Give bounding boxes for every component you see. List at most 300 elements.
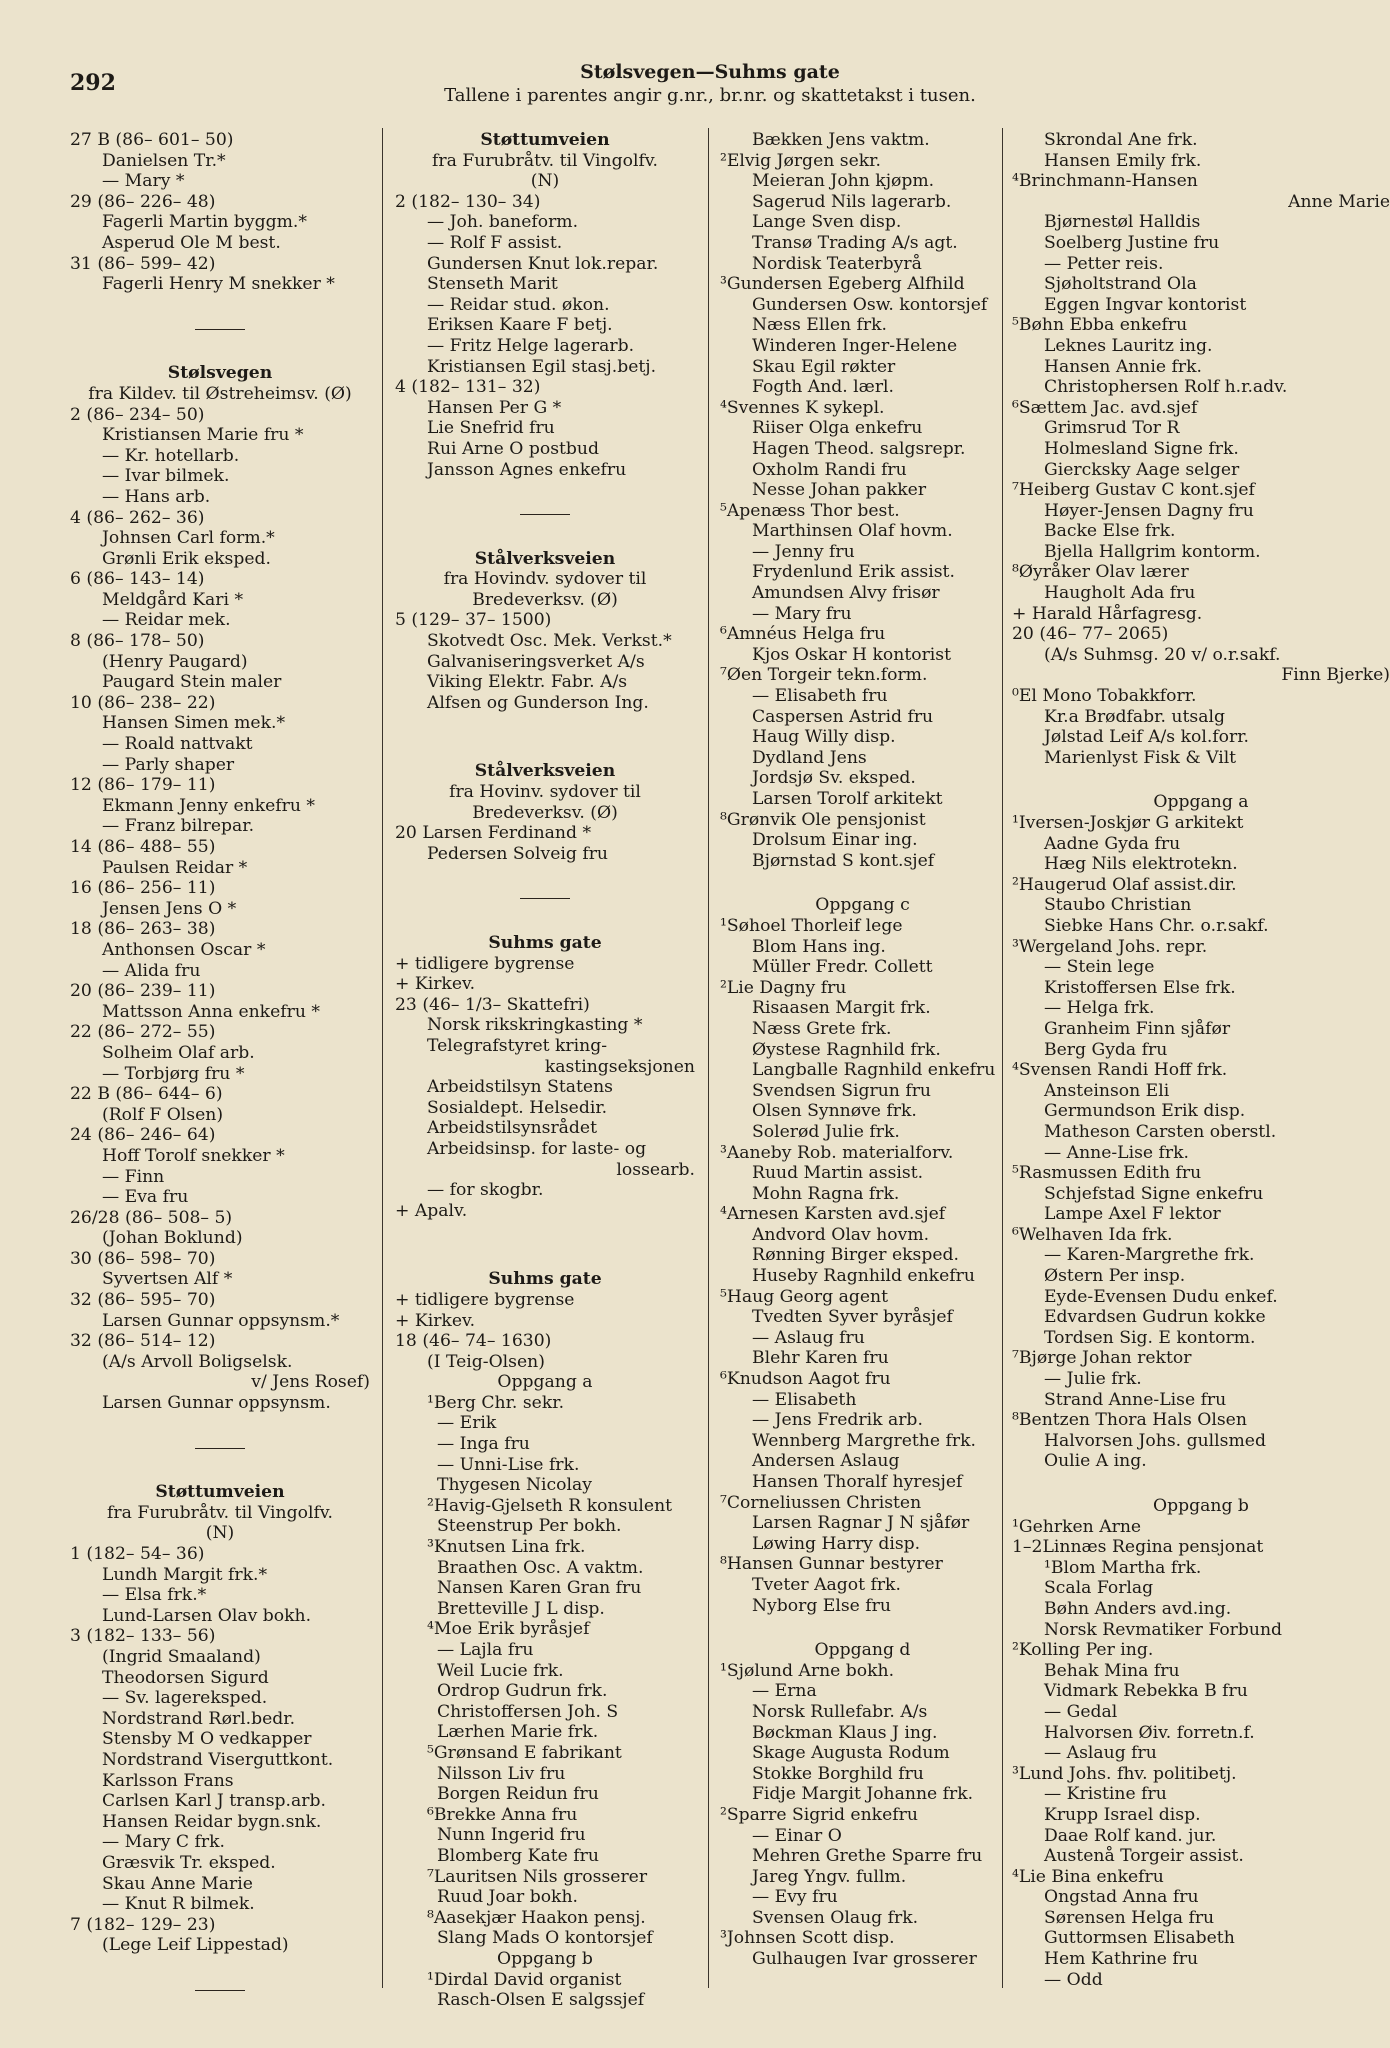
directory-entry: Wennberg Margrethe frk. — [752, 1430, 976, 1451]
address-entry: ⁷Heiberg Gustav C kont.sjef — [1012, 480, 1255, 501]
directory-entry: Skrondal Ane frk. — [1044, 130, 1198, 150]
directory-entry: kastingseksjonen — [544, 1056, 695, 1077]
directory-entry: Andvord Olav hovm. — [752, 1224, 930, 1245]
directory-entry: — Kristine fru — [1044, 1784, 1167, 1805]
directory-entry: Sagerud Nils lagerarb. — [752, 191, 952, 212]
address-entry: ³Aaneby Rob. materialforv. — [720, 1142, 954, 1163]
column-3 — [720, 130, 1005, 1970]
directory-entry: Eggen Ingvar kontorist — [1044, 294, 1247, 315]
street-subheading: (N) — [530, 171, 560, 192]
directory-entry: Bækken Jens vaktm. — [752, 130, 930, 150]
directory-entry: Jansson Agnes enkefru — [427, 459, 627, 480]
address-entry: 24 (86– 246– 64) — [70, 1125, 216, 1146]
directory-entry: Arbeidstilsynsrådet — [427, 1118, 597, 1139]
address-entry: ⁴Svensen Randi Hoff frk. — [1012, 1060, 1228, 1081]
directory-entry: Lærhen Marie frk. — [437, 1722, 599, 1743]
directory-entry: Kr.a Brødfabr. utsalg — [1044, 706, 1225, 727]
page-number: 292 — [70, 70, 116, 96]
address-entry: ¹Søhoel Thorleif lege — [720, 915, 903, 936]
directory-entry: (Rolf F Olsen) — [102, 1104, 224, 1125]
directory-entry: Jordsjø Sv. eksped. — [752, 768, 916, 789]
directory-entry: Fagerli Martin byggm.* — [102, 212, 307, 233]
column-rule — [382, 128, 383, 1988]
directory-entry: Stensby M O vedkapper — [102, 1729, 312, 1750]
directory-entry: — Unni-Lise frk. — [437, 1454, 580, 1475]
directory-entry: Hansen Per G * — [427, 397, 562, 418]
directory-entry: Fagerli Henry M snekker * — [102, 274, 335, 295]
address-entry: ²Sparre Sigrid enkefru — [720, 1804, 918, 1825]
directory-entry: ⁶Brekke Anna fru — [427, 1804, 578, 1825]
directory-entry: Riiser Olga enkefru — [752, 418, 923, 439]
directory-entry: — Elisabeth fru — [752, 686, 888, 707]
directory-entry: — Joh. baneform. — [427, 212, 579, 233]
directory-entry: Drolsum Einar ing. — [752, 830, 918, 851]
directory-entry: — Evy fru — [752, 1887, 838, 1908]
directory-entry: Øystese Ragnhild frk. — [752, 1039, 941, 1060]
street-heading: Støttumveien — [155, 1482, 285, 1503]
column-2 — [395, 130, 695, 2011]
address-entry: ⁷Øen Torgeir tekn.form. — [720, 665, 928, 686]
directory-entry: Leknes Lauritz ing. — [1044, 335, 1213, 356]
directory-entry: Bøckman Klaus J ing. — [752, 1722, 938, 1743]
street-subheading: Oppgang c — [815, 895, 910, 916]
directory-entry: Ordrop Gudrun frk. — [437, 1681, 608, 1702]
section-divider — [70, 319, 370, 340]
directory-entry: Vidmark Rebekka B fru — [1044, 1681, 1248, 1702]
directory-entry: Mehren Grethe Sparre fru — [752, 1846, 983, 1867]
directory-entry: Austenå Torgeir assist. — [1044, 1846, 1244, 1867]
directory-entry: Olsen Synnøve frk. — [752, 1101, 917, 1122]
directory-entry: Winderen Inger-Helene — [752, 335, 958, 356]
address-entry: ¹Iversen-Joskjør G arkitekt — [1012, 813, 1244, 833]
spacer — [395, 864, 695, 888]
directory-entry: Norsk rikskringkasting * — [427, 1015, 643, 1036]
directory-entry: Tordsen Sig. E kontorm. — [1044, 1327, 1256, 1348]
directory-entry: (A/s Arvoll Boligselsk. — [102, 1351, 293, 1372]
street-subheading: Oppgang a — [497, 1372, 593, 1393]
directory-entry: Græsvik Tr. eksped. — [102, 1852, 276, 1873]
directory-entry: Mohn Ragna frk. — [752, 1183, 900, 1204]
directory-entry: Matheson Carsten oberstl. — [1044, 1121, 1277, 1142]
street-subheading: fra Furubråtv. til Vingolfv. — [432, 150, 658, 171]
directory-entry: Hansen Thoralf hyresjef — [752, 1472, 963, 1492]
section-divider — [395, 504, 695, 525]
spacer — [70, 339, 370, 363]
directory-entry: Nyborg Else fru — [752, 1595, 891, 1616]
directory-entry: Thygesen Nicolay — [437, 1475, 592, 1496]
directory-entry: Norsk Revmatiker Forbund — [1044, 1619, 1283, 1640]
directory-entry: Ansteinson Eli — [1044, 1080, 1170, 1101]
address-entry: 2 (182– 130– 34) — [395, 191, 541, 212]
directory-entry: Slang Mads O kontorsjef — [437, 1928, 653, 1949]
address-entry: ⁶Knudson Aagot fru — [720, 1369, 891, 1390]
directory-entry: Jensen Jens O * — [102, 898, 237, 919]
address-entry: 1–2Linnæs Regina pensjonat — [1012, 1537, 1264, 1558]
directory-entry: Sosialdept. Helsedir. — [427, 1097, 608, 1118]
directory-entry: — Hans arb. — [102, 486, 211, 507]
directory-entry: — Lajla fru — [437, 1640, 534, 1660]
directory-entry: — Anne-Lise frk. — [1044, 1142, 1190, 1163]
address-entry: + tidligere bygrense — [395, 1289, 575, 1310]
directory-entry: Jareg Yngv. fullm. — [752, 1866, 907, 1887]
directory-entry: Berg Gyda fru — [1044, 1039, 1168, 1060]
directory-entry: Anthonsen Oscar * — [102, 939, 266, 960]
directory-entry: Müller Fredr. Collett — [752, 957, 933, 978]
directory-entry: — Erna — [752, 1681, 817, 1702]
directory-entry: Bjørnstad S kont.sjef — [752, 850, 935, 871]
directory-entry: ⁵Grønsand E fabrikant — [427, 1742, 622, 1763]
directory-entry: Larsen Gunnar oppsynsm.* — [102, 1310, 340, 1331]
directory-entry: Meldgård Kari * — [102, 589, 244, 610]
street-subheading: Oppgang b — [497, 1948, 593, 1969]
address-entry: ⁴Svennes K sykepl. — [720, 397, 885, 418]
directory-entry: Fogth And. lærl. — [752, 377, 895, 398]
directory-entry: Svensen Olaug frk. — [752, 1907, 919, 1928]
directory-entry: Siebke Hans Chr. o.r.sakf. — [1044, 915, 1269, 936]
directory-entry: Daae Rolf kand. jur. — [1044, 1825, 1217, 1846]
directory-entry: Behak Mina fru — [1044, 1660, 1180, 1681]
directory-entry: Marienlyst Fisk & Vilt — [1044, 747, 1237, 768]
street-subheading: Oppgang d — [814, 1640, 911, 1661]
address-entry: 14 (86– 488– 55) — [70, 837, 216, 857]
address-entry: 1 (182– 54– 36) — [70, 1544, 205, 1564]
directory-entry: (Henry Paugard) — [102, 651, 248, 672]
directory-entry: — Franz bilrepar. — [102, 816, 255, 837]
directory-entry: Hagen Theod. salgsrepr. — [752, 438, 966, 459]
directory-entry: Hoff Torolf snekker * — [102, 1145, 285, 1166]
directory-entry: ²Havig-Gjelseth R konsulent — [427, 1495, 673, 1516]
directory-entry: Steenstrup Per bokh. — [437, 1516, 622, 1537]
street-subheading: (N) — [205, 1523, 235, 1544]
address-entry: 31 (86– 599– 42) — [70, 253, 216, 274]
spacer — [70, 1458, 370, 1482]
spacer — [395, 480, 695, 504]
spacer — [70, 295, 370, 319]
directory-entry: — Elsa frk.* — [102, 1585, 207, 1606]
directory-entry: — Julie frk. — [1044, 1369, 1142, 1390]
address-entry: + Harald Hårfagresg. — [1012, 603, 1203, 624]
directory-entry: — Odd — [1044, 1969, 1103, 1990]
street-subheading: fra Hovindv. sydover til — [443, 569, 647, 590]
column-4 — [1012, 130, 1390, 1990]
street-subheading: fra Hovinv. sydover til — [449, 782, 641, 803]
directory-entry: Sjøholtstrand Ola — [1044, 274, 1197, 295]
directory-entry: Bretteville J L disp. — [437, 1598, 605, 1619]
directory-entry: — for skogbr. — [427, 1180, 544, 1201]
directory-entry: Stenseth Marit — [427, 274, 558, 295]
directory-entry: Ruud Martin assist. — [752, 1163, 924, 1184]
directory-entry: — Alida fru — [102, 960, 201, 981]
address-entry: 23 (46– 1/3– Skattefri) — [395, 994, 590, 1015]
directory-entry: Nordstrand Rørl.bedr. — [102, 1708, 296, 1729]
address-entry: ²Elvig Jørgen sekr. — [720, 150, 881, 171]
directory-entry: Eriksen Kaare F betj. — [427, 315, 613, 336]
directory-entry: Nansen Karen Gran fru — [437, 1578, 642, 1599]
directory-entry: Viking Elektr. Fabr. A/s — [427, 672, 628, 693]
directory-entry: Huseby Ragnhild enkefru — [752, 1266, 975, 1287]
directory-entry: Hansen Simen mek.* — [102, 713, 286, 734]
directory-entry: Solheim Olaf arb. — [102, 1042, 255, 1063]
spacer — [720, 1616, 1005, 1640]
directory-entry: Staubo Christian — [1044, 895, 1192, 916]
address-entry: 16 (86– 256– 11) — [70, 878, 216, 899]
directory-entry: Transø Trading A/s agt. — [752, 232, 958, 253]
address-entry: 22 (86– 272– 55) — [70, 1022, 216, 1043]
spacer — [70, 1956, 370, 1980]
directory-entry: — Reidar stud. økon. — [427, 294, 610, 315]
directory-entry: Langballe Ragnhild enkefru — [752, 1060, 996, 1081]
directory-entry: — Knut R bilmek. — [102, 1894, 255, 1915]
directory-entry: Hansen Reidar bygn.snk. — [102, 1811, 322, 1832]
directory-entry: (I Teig-Olsen) — [427, 1351, 545, 1372]
directory-entry: Gulhaugen Ivar grosserer — [752, 1949, 977, 1970]
street-subheading: fra Furubråtv. til Vingolfv. — [107, 1502, 333, 1523]
address-entry: 12 (86– 179– 11) — [70, 775, 216, 796]
directory-entry: — Stein lege — [1044, 957, 1155, 978]
directory-entry: — Mary * — [102, 171, 185, 192]
address-entry: 30 (86– 598– 70) — [70, 1248, 216, 1269]
directory-entry: Giercksky Aage selger — [1044, 459, 1240, 480]
spacer — [395, 737, 695, 761]
directory-entry: Telegrafstyret kring- — [427, 1035, 607, 1056]
directory-entry: Gundersen Knut lok.repar. — [427, 253, 659, 274]
directory-entry: — Ivar bilmek. — [102, 466, 230, 487]
directory-entry: Ongstad Anna fru — [1044, 1887, 1199, 1908]
directory-entry: Holmesland Signe frk. — [1044, 438, 1239, 459]
address-entry: 29 (86– 226– 48) — [70, 191, 216, 212]
directory-entry: Soelberg Justine fru — [1044, 232, 1220, 253]
street-heading: Stålverksveien — [474, 548, 616, 569]
directory-entry: Backe Else frk. — [1044, 521, 1176, 542]
address-entry: ⁶Sættem Jac. avd.sjef — [1012, 397, 1198, 418]
directory-entry: Kristiansen Egil stasj.betj. — [427, 356, 657, 377]
directory-entry: Jølstad Leif A/s kol.forr. — [1044, 727, 1250, 748]
address-entry: ³Lund Johs. fhv. politibetj. — [1012, 1763, 1237, 1784]
address-entry: + Kirkev. — [395, 1310, 476, 1331]
directory-entry: Norsk Rullefabr. A/s — [752, 1701, 928, 1722]
address-entry: 20 (46– 77– 2065) — [1012, 624, 1169, 645]
directory-entry: Finn Bjerke) — [1281, 665, 1390, 686]
directory-entry: Næss Ellen frk. — [752, 315, 887, 336]
directory-entry: Rui Arne O postbud — [427, 438, 600, 459]
address-entry: ⁸Øyråker Olav lærer — [1012, 562, 1189, 583]
spacer — [70, 1414, 370, 1438]
spacer — [395, 713, 695, 737]
directory-entry: Tveter Aagot frk. — [752, 1574, 901, 1595]
directory-entry: Meieran John kjøpm. — [752, 171, 935, 192]
directory-entry: Galvaniseringsverket A/s — [427, 651, 645, 672]
directory-entry: — Aslaug fru — [1044, 1743, 1157, 1764]
directory-entry: Sørensen Helga fru — [1044, 1907, 1215, 1928]
directory-entry: Hem Kathrine fru — [1044, 1949, 1199, 1970]
directory-entry: — Kr. hotellarb. — [102, 445, 240, 466]
directory-entry: Lund-Larsen Olav bokh. — [102, 1605, 312, 1626]
street-heading: Stølsvegen — [167, 363, 273, 384]
address-entry: ⁴Arnesen Karsten avd.sjef — [720, 1204, 946, 1225]
directory-entry: — Finn — [102, 1166, 165, 1187]
directory-entry: Løwing Harry disp. — [752, 1533, 921, 1554]
directory-entry: Hæg Nils elektrotekn. — [1044, 854, 1238, 875]
address-entry: ²Haugerud Olaf assist.dir. — [1012, 874, 1237, 895]
street-subheading: Bredeverksv. (Ø) — [472, 589, 618, 610]
directory-entry: — Mary C frk. — [102, 1832, 225, 1853]
directory-entry: Nesse Johan pakker — [752, 480, 927, 501]
directory-entry: Haugholt Ada fru — [1044, 583, 1196, 604]
directory-entry: Kristoffersen Else frk. — [1044, 977, 1236, 998]
directory-entry: Lange Sven disp. — [752, 212, 902, 233]
directory-entry: Scala Forlag — [1044, 1578, 1154, 1599]
directory-entry: ³Knutsen Lina frk. — [427, 1537, 586, 1558]
spacer — [395, 525, 695, 549]
directory-entry: Bjørnestøl Halldis — [1044, 212, 1201, 233]
directory-entry: Lampe Axel F lektor — [1044, 1204, 1221, 1225]
directory-entry: Tvedten Syver byråsjef — [752, 1307, 953, 1328]
address-entry: 32 (86– 595– 70) — [70, 1290, 216, 1311]
directory-entry: Anne Marie — [1288, 191, 1390, 212]
directory-entry: — Jenny fru — [752, 541, 855, 562]
directory-entry: — Erik — [437, 1413, 497, 1434]
address-entry: 22 B (86– 644– 6) — [70, 1084, 223, 1105]
section-divider — [70, 1980, 370, 2001]
directory-entry: Christoffersen Joh. S — [437, 1701, 619, 1722]
street-subheading: Oppgang a — [1153, 792, 1249, 813]
address-entry: 32 (86– 514– 12) — [70, 1331, 216, 1352]
directory-entry: Theodorsen Sigurd — [102, 1667, 269, 1688]
address-entry: 4 (182– 131– 32) — [395, 377, 541, 398]
directory-entry: ¹Dirdal David organist — [427, 1969, 622, 1990]
address-entry: ⁸Grønvik Ole pensjonist — [720, 809, 926, 830]
directory-entry: Larsen Ragnar J N sjåfør — [752, 1513, 970, 1534]
directory-entry: Rasch-Olsen E salgssjef — [437, 1990, 645, 2011]
address-entry: ⁵Apenæss Thor best. — [720, 500, 900, 521]
directory-entry: — Rolf F assist. — [427, 232, 563, 253]
spacer — [395, 909, 695, 933]
directory-entry: Amundsen Alvy frisør — [752, 583, 940, 604]
directory-entry: Lie Snefrid fru — [427, 418, 555, 439]
directory-entry: Blehr Karen fru — [752, 1348, 889, 1369]
directory-entry: — Torbjørg fru * — [102, 1063, 245, 1084]
directory-entry: Bjella Hallgrim kontorm. — [1044, 541, 1261, 562]
directory-entry: Nunn Ingerid fru — [437, 1825, 586, 1846]
directory-entry: Bøhn Anders avd.ing. — [1044, 1598, 1232, 1619]
address-entry: ⁶Amnéus Helga fru — [720, 624, 886, 645]
directory-entry: Gundersen Osw. kontorsjef — [752, 294, 988, 315]
directory-entry: — Petter reis. — [1044, 253, 1164, 274]
spacer — [1012, 1472, 1390, 1496]
directory-entry: Grimsrud Tor R — [1044, 418, 1180, 439]
directory-entry: Næss Grete frk. — [752, 1018, 892, 1039]
address-entry: ³Wergeland Johs. repr. — [1012, 936, 1208, 957]
directory-entry: Germundson Erik disp. — [1044, 1101, 1246, 1122]
address-entry: ³Johnsen Scott disp. — [720, 1928, 895, 1949]
directory-entry: Høyer-Jensen Dagny fru — [1044, 500, 1254, 521]
directory-entry: (Ingrid Smaaland) — [102, 1646, 261, 1667]
street-heading: Støttumveien — [480, 130, 610, 150]
directory-entry: Nordstrand Viserguttkont. — [102, 1749, 334, 1770]
address-entry: ³Gundersen Egeberg Alfhild — [720, 274, 965, 295]
directory-entry: Nordisk Teaterbyrå — [752, 253, 922, 274]
address-entry: + Kirkev. — [395, 974, 476, 995]
directory-entry: Arbeidsinsp. for laste- og — [427, 1138, 647, 1159]
directory-entry: — Inga fru — [437, 1434, 530, 1455]
directory-entry: Strand Anne-Lise fru — [1044, 1389, 1227, 1410]
directory-entry: — Parly shaper — [102, 754, 235, 775]
directory-entry: Dydland Jens — [752, 747, 867, 768]
section-divider — [70, 1438, 370, 1459]
directory-entry: v/ Jens Rosef) — [251, 1372, 370, 1393]
directory-entry: Blom Hans ing. — [752, 936, 886, 957]
directory-entry: — Eva fru — [102, 1187, 189, 1208]
directory-entry: Syvertsen Alf * — [102, 1269, 233, 1290]
directory-entry: Nilsson Liv fru — [437, 1763, 566, 1784]
directory-entry: Pedersen Solveig fru — [427, 843, 608, 864]
address-entry: ⁶Welhaven Ida frk. — [1012, 1224, 1173, 1245]
directory-entry: Oulie A ing. — [1044, 1451, 1147, 1472]
address-entry: 6 (86– 143– 14) — [70, 569, 205, 590]
directory-entry: Hansen Annie frk. — [1044, 356, 1202, 377]
section-divider — [395, 888, 695, 909]
directory-entry: Skotvedt Osc. Mek. Verkst.* — [427, 631, 672, 652]
directory-entry: Paugard Stein maler — [102, 672, 282, 693]
header-subtitle: Tallene i parentes angir g.nr., br.nr. og skattetakst i tusen. — [444, 85, 976, 106]
address-entry: 5 (129– 37– 1500) — [395, 610, 552, 631]
directory-entry: Marthinsen Olaf hovm. — [752, 521, 953, 542]
address-entry: 7 (182– 129– 23) — [70, 1914, 216, 1935]
spacer — [395, 1245, 695, 1269]
directory-entry: Skage Augusta Rodum — [752, 1743, 950, 1764]
address-entry: ⁴Lie Bina enkefru — [1012, 1866, 1164, 1887]
address-entry: 20 (86– 239– 11) — [70, 981, 216, 1002]
directory-entry: Schjefstad Signe enkefru — [1044, 1183, 1264, 1204]
directory-entry: — Roald nattvakt — [102, 734, 253, 755]
address-entry: ²Kolling Per ing. — [1012, 1640, 1154, 1661]
directory-entry: Larsen Gunnar oppsynsm. — [102, 1393, 331, 1414]
directory-entry: — Aslaug fru — [752, 1327, 865, 1348]
street-subheading: Bredeverksv. (Ø) — [472, 802, 618, 823]
directory-entry: Karlsson Frans — [102, 1770, 234, 1791]
directory-entry: Oxholm Randi fru — [752, 459, 907, 480]
directory-entry: Carlsen Karl J transp.arb. — [102, 1791, 326, 1812]
directory-entry: (Johan Boklund) — [102, 1228, 243, 1249]
directory-entry: Halvorsen Johs. gullsmed — [1044, 1430, 1266, 1451]
address-entry: 27 B (86– 601– 50) — [70, 130, 234, 150]
directory-entry: — Sv. lagereksped. — [102, 1688, 268, 1709]
address-entry: 18 (86– 263– 38) — [70, 919, 216, 940]
directory-entry: Aadne Gyda fru — [1044, 833, 1181, 854]
directory-entry: Weil Lucie frk. — [437, 1660, 564, 1681]
directory-entry: Risaasen Margit frk. — [752, 998, 931, 1019]
address-entry: 26/28 (86– 508– 5) — [70, 1207, 233, 1228]
directory-entry: ⁸Aasekjær Haakon pensj. — [427, 1907, 646, 1928]
directory-entry: — Mary fru — [752, 603, 852, 624]
address-entry: ²Lie Dagny fru — [720, 977, 847, 998]
directory-entry: — Elisabeth — [752, 1389, 857, 1410]
directory-entry: Kjos Oskar H kontorist — [752, 644, 952, 665]
directory-entry: Johnsen Carl form.* — [102, 528, 275, 549]
directory-entry: Ekmann Jenny enkefru * — [102, 795, 316, 816]
directory-entry: Eyde-Evensen Dudu enkef. — [1044, 1286, 1278, 1307]
directory-entry: Guttormsen Elisabeth — [1044, 1928, 1235, 1949]
address-entry: 4 (86– 262– 36) — [70, 507, 205, 528]
address-entry: ⁰El Mono Tobakkforr. — [1012, 686, 1197, 707]
street-heading: Suhms gate — [488, 1269, 602, 1290]
directory-entry: ⁷Lauritsen Nils grosserer — [427, 1866, 648, 1887]
directory-entry: Fidje Margit Johanne frk. — [752, 1784, 974, 1805]
directory-entry: Skau Anne Marie — [102, 1873, 253, 1894]
directory-entry: Braathen Osc. A vaktm. — [437, 1557, 644, 1578]
directory-entry: ⁴Moe Erik byråsjef — [427, 1619, 590, 1640]
directory-entry: Edvardsen Gudrun kokke — [1044, 1307, 1266, 1328]
